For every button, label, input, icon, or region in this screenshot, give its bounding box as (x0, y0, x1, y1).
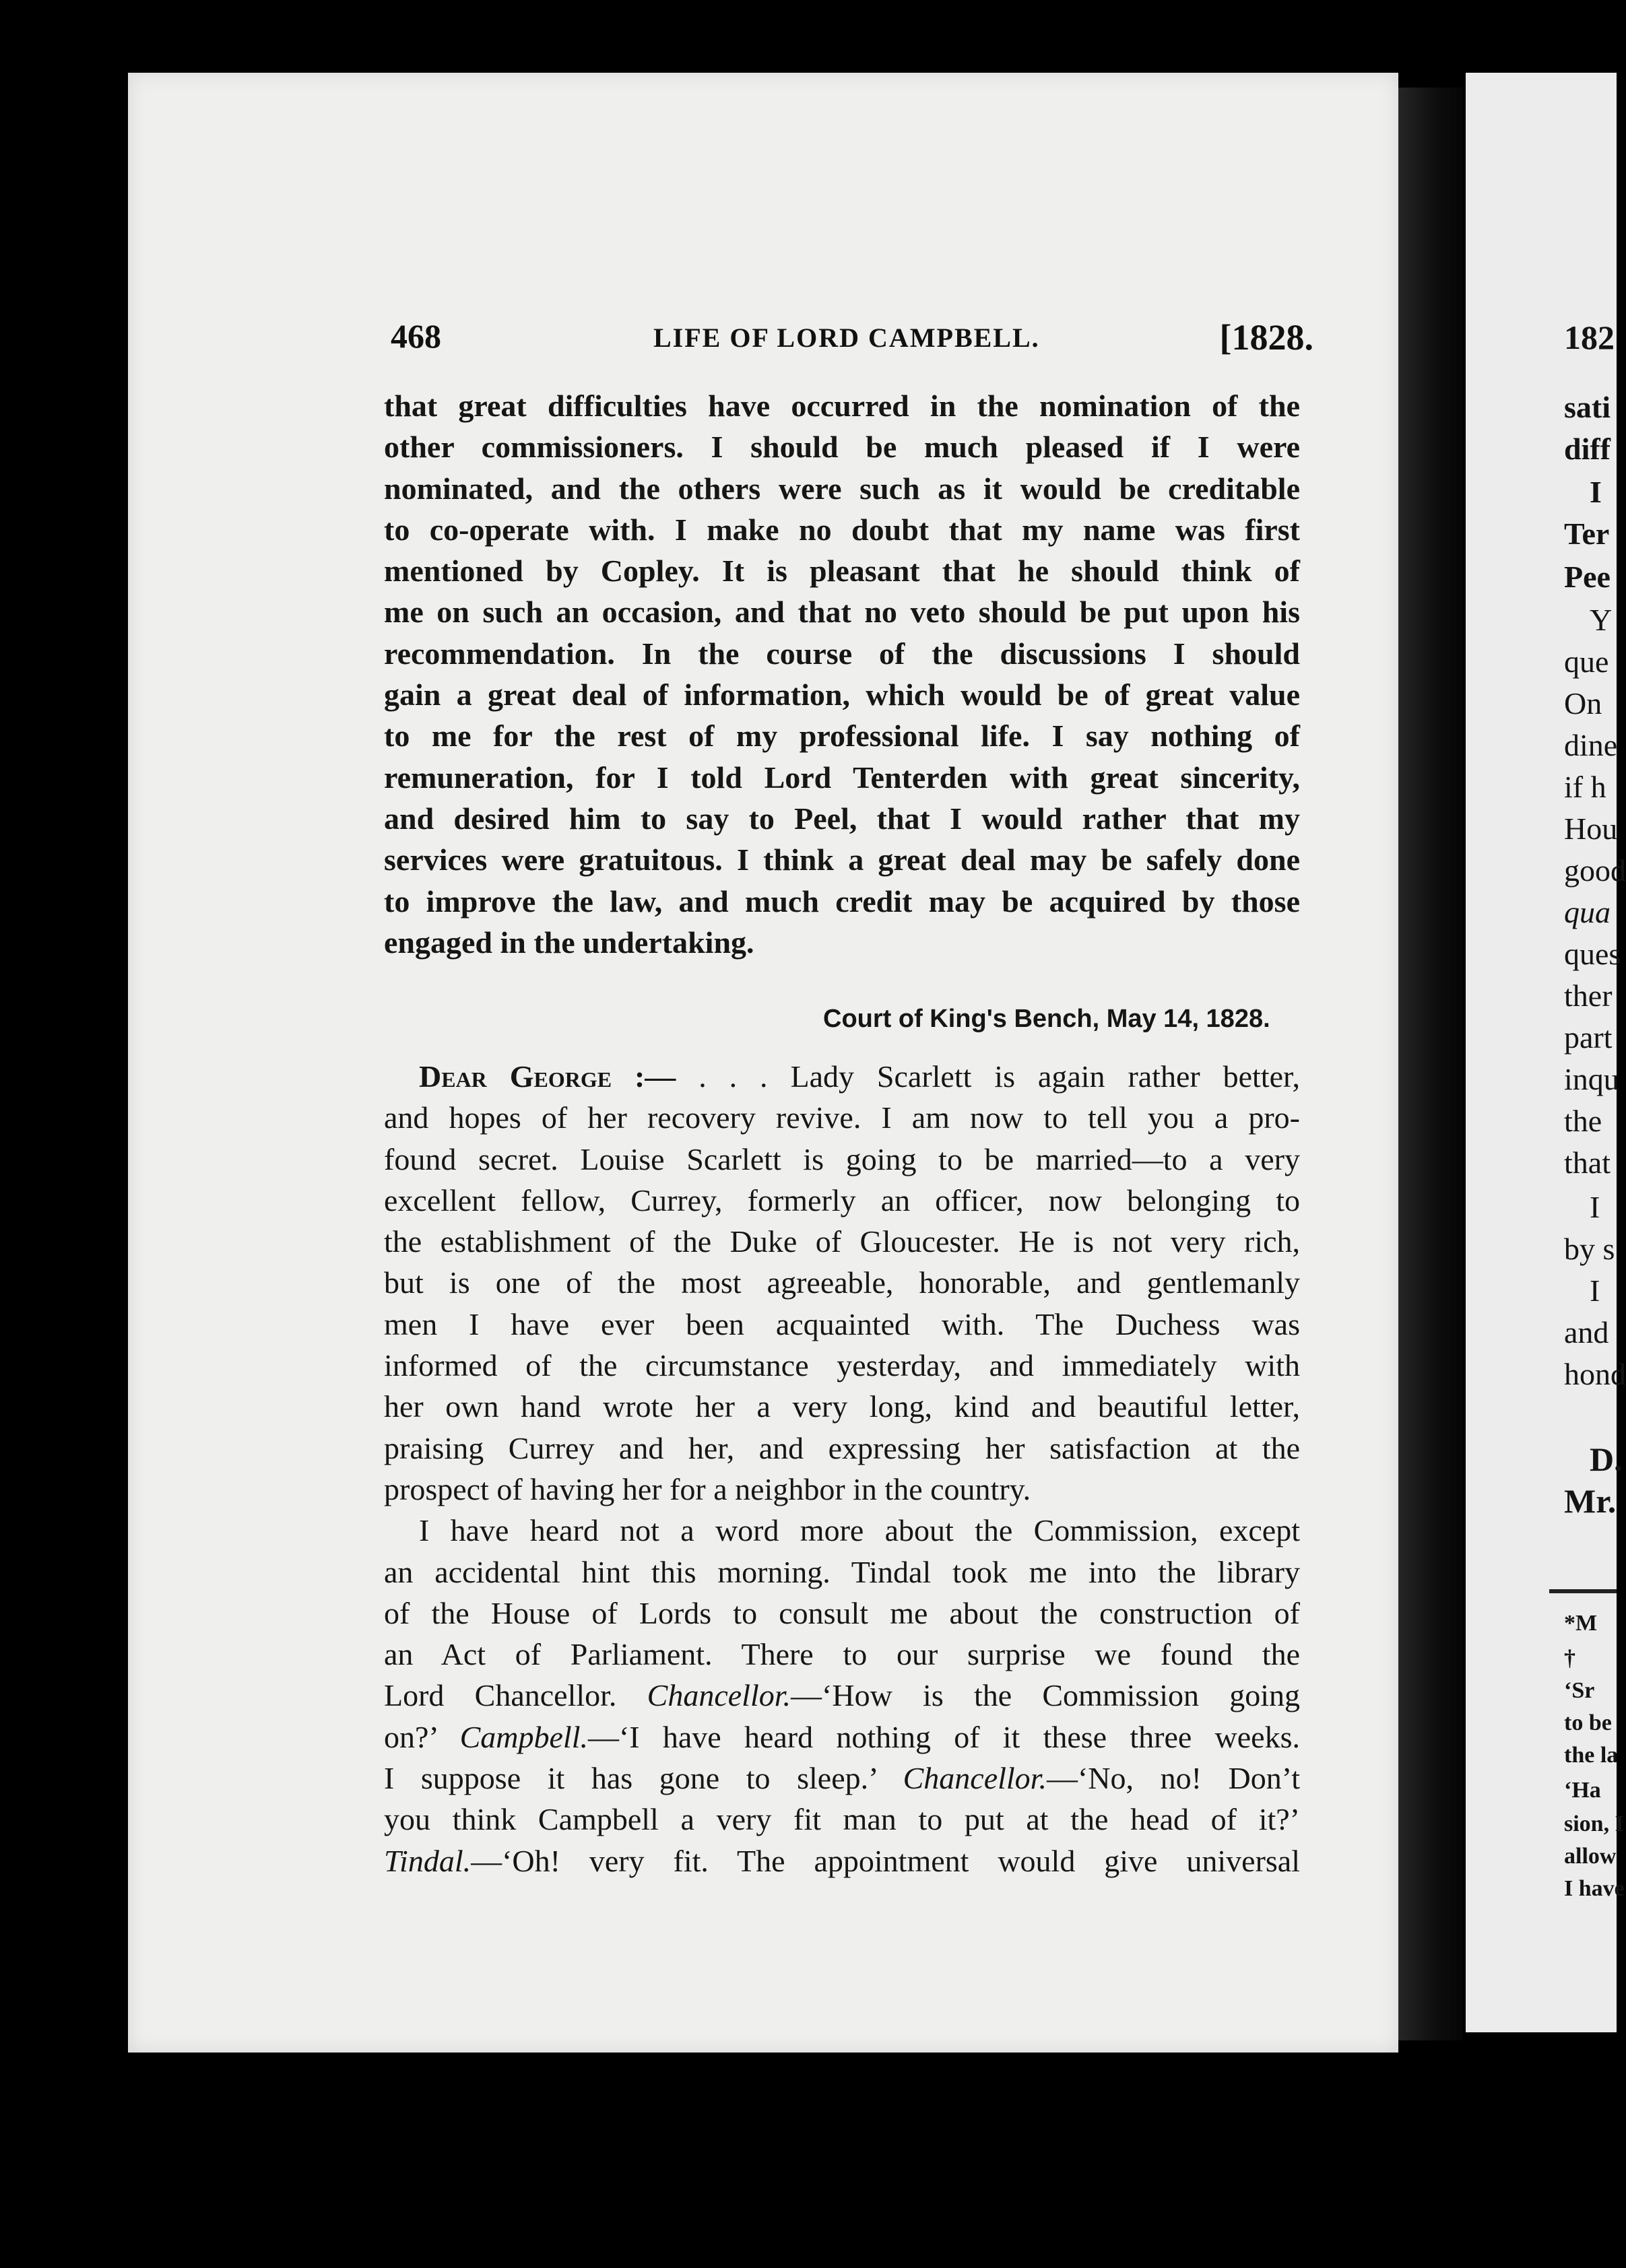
speaker-name: Chancellor. (647, 1678, 791, 1713)
next-page-line-fragment: I (1590, 1273, 1600, 1308)
next-page-line-fragment: by s (1564, 1232, 1615, 1266)
next-page-line-fragment: I (1590, 1190, 1600, 1224)
next-page-line-fragment: part (1564, 1020, 1613, 1055)
text-line: praising Currey and her, and expressing her satisfaction at the (384, 1430, 1300, 1465)
text-line: an accidental hint this morning. Tindal took me into the library (384, 1554, 1300, 1589)
next-page-footnote-fragment: *M (1564, 1611, 1598, 1636)
next-page-line-fragment: Mr. (1564, 1482, 1617, 1520)
next-page-line-fragment: On (1564, 686, 1602, 721)
text-line: that great difficulties have occurred in the nomination of the (384, 389, 1300, 423)
next-page-line-fragment: good (1564, 853, 1626, 888)
next-page-line-fragment: the (1564, 1104, 1602, 1138)
text-line: engaged in the undertaking. (384, 925, 754, 960)
text-line: to me for the rest of my professional life. I say nothing of (384, 719, 1300, 754)
next-page-line-fragment: I (1590, 475, 1602, 509)
next-page-line-fragment: Y (1590, 603, 1613, 637)
letter-salutation: Dear George :— (419, 1059, 676, 1094)
next-page-line-fragment: D. (1590, 1440, 1623, 1478)
next-page-line-fragment: ther (1564, 978, 1613, 1013)
next-page-line-fragment: sati (1564, 390, 1611, 424)
next-page-footnote-fragment: to be (1564, 1710, 1612, 1735)
text-line: to co-operate with. I make no doubt that my name was first (384, 512, 1300, 547)
text-line: her own hand wrote her a very long, kind and beautiful letter, (384, 1389, 1300, 1424)
text-line: Dear George :— . . . Lady Scarlett is again rather better, (419, 1059, 1300, 1094)
text-line: and hopes of her recovery revive. I am now to tell you a pro- (384, 1100, 1300, 1135)
speaker-name: Campbell. (459, 1719, 588, 1754)
next-page-line-fragment: if h (1564, 770, 1606, 804)
next-page-footnote-fragment: sion, I (1564, 1811, 1624, 1836)
letter-body (384, 1056, 1300, 1881)
next-page-line-fragment: that (1564, 1145, 1611, 1180)
next-page-line-fragment: qua (1564, 895, 1611, 929)
text-line: mentioned by Copley. It is pleasant that he should think of (384, 554, 1300, 589)
text-line: I have heard not a word more about the Commission, except (419, 1513, 1300, 1548)
text-line: me on such an occasion, and that no veto should be put upon his (384, 595, 1300, 630)
next-page-footnote-fragment: ‘Ha (1564, 1778, 1601, 1803)
next-page-line-fragment: ques (1564, 937, 1621, 971)
next-page-footnote-fragment: † (1564, 1646, 1575, 1671)
next-page-line-fragment: Ter (1564, 516, 1610, 551)
next-page-line-fragment: diff (1564, 432, 1611, 466)
next-page-footnote-fragment: allow (1564, 1844, 1617, 1869)
next-page-line-fragment: hond (1564, 1357, 1626, 1391)
running-header (391, 316, 1313, 364)
text-line: to improve the law, and much credit may be acquired by those (384, 883, 1300, 919)
text-line: an Act of Parliament. There to our surprise we found the (384, 1637, 1300, 1672)
speaker-name: Tindal. (384, 1843, 471, 1878)
text-line: you think Campbell a very fit man to put at the head of it?’ (384, 1802, 1300, 1837)
next-page-footnote-fragment: the la (1564, 1743, 1619, 1768)
text-line: gain a great deal of information, which would be of great value (384, 677, 1300, 712)
text-line: Tindal.—‘Oh! very fit. The appointment would give universal (384, 1843, 1300, 1878)
text-line: nominated, and the others were such as it would be creditable (384, 471, 1300, 506)
next-page-footnote-fragment: I have (1564, 1876, 1625, 1901)
next-page-line-fragment: Pee (1564, 560, 1611, 594)
text-line: recommendation. In the course of the discussions I should (384, 636, 1300, 671)
paragraph-continuation (384, 385, 1300, 963)
text-line: on?’ Campbell.—‘I have heard nothing of it these three weeks. (384, 1719, 1301, 1754)
speaker-name: Chancellor. (903, 1761, 1047, 1796)
text-line: informed of the circumstance yesterday, and immediately with (384, 1348, 1300, 1383)
letter-dateline: Court of King's Bench, May 14, 1828. (823, 1005, 1270, 1033)
text-line: I suppose it has gone to sleep.’ Chancellor.—‘No, no! Don’t (384, 1761, 1300, 1796)
page-number: 468 (391, 317, 441, 355)
text-line: of the House of Lords to consult me about the construction of (384, 1595, 1300, 1630)
text-line: but is one of the most agreeable, honorable, and gentlemanly (384, 1265, 1300, 1300)
text-line: Lord Chancellor. Chancellor.—‘How is the Commission going (384, 1678, 1300, 1713)
next-page-line-fragment: Hou (1564, 811, 1618, 846)
next-page-line-fragment: que (1564, 644, 1609, 679)
text-line: prospect of having her for a neighbor in the country. (384, 1471, 1031, 1506)
text-line: men I have ever been acquainted with. The Duchess was (384, 1306, 1300, 1341)
text-line: excellent fellow, Currey, formerly an officer, now belonging to (384, 1182, 1300, 1218)
text-line: remuneration, for I told Lord Tenterden with great sincerity, (384, 760, 1300, 795)
book-gutter (1398, 88, 1463, 2040)
text-line: found secret. Louise Scarlett is going to be married—to a very (384, 1141, 1300, 1176)
text-line: and desired him to say to Peel, that I would rather that my (384, 801, 1300, 836)
next-page-line-fragment: inqu (1564, 1062, 1619, 1096)
next-page-footnote-fragment: ‘Sr (1564, 1678, 1595, 1703)
text-line: other commissioners. I should be much pleased if I were (384, 430, 1300, 465)
text-line: services were gratuitous. I think a great deal may be safely done (384, 842, 1300, 877)
next-page-line-fragment: and (1564, 1315, 1609, 1349)
text-line: the establishment of the Duke of Gloucester. He is not very rich, (384, 1224, 1300, 1259)
header-year: [1828. (1219, 317, 1313, 358)
running-title: LIFE OF LORD CAMPBELL. (653, 323, 1040, 353)
next-page-header-fragment: 182 (1564, 319, 1615, 356)
footnote-rule (1549, 1589, 1617, 1593)
next-page-line-fragment: dine (1564, 728, 1618, 762)
